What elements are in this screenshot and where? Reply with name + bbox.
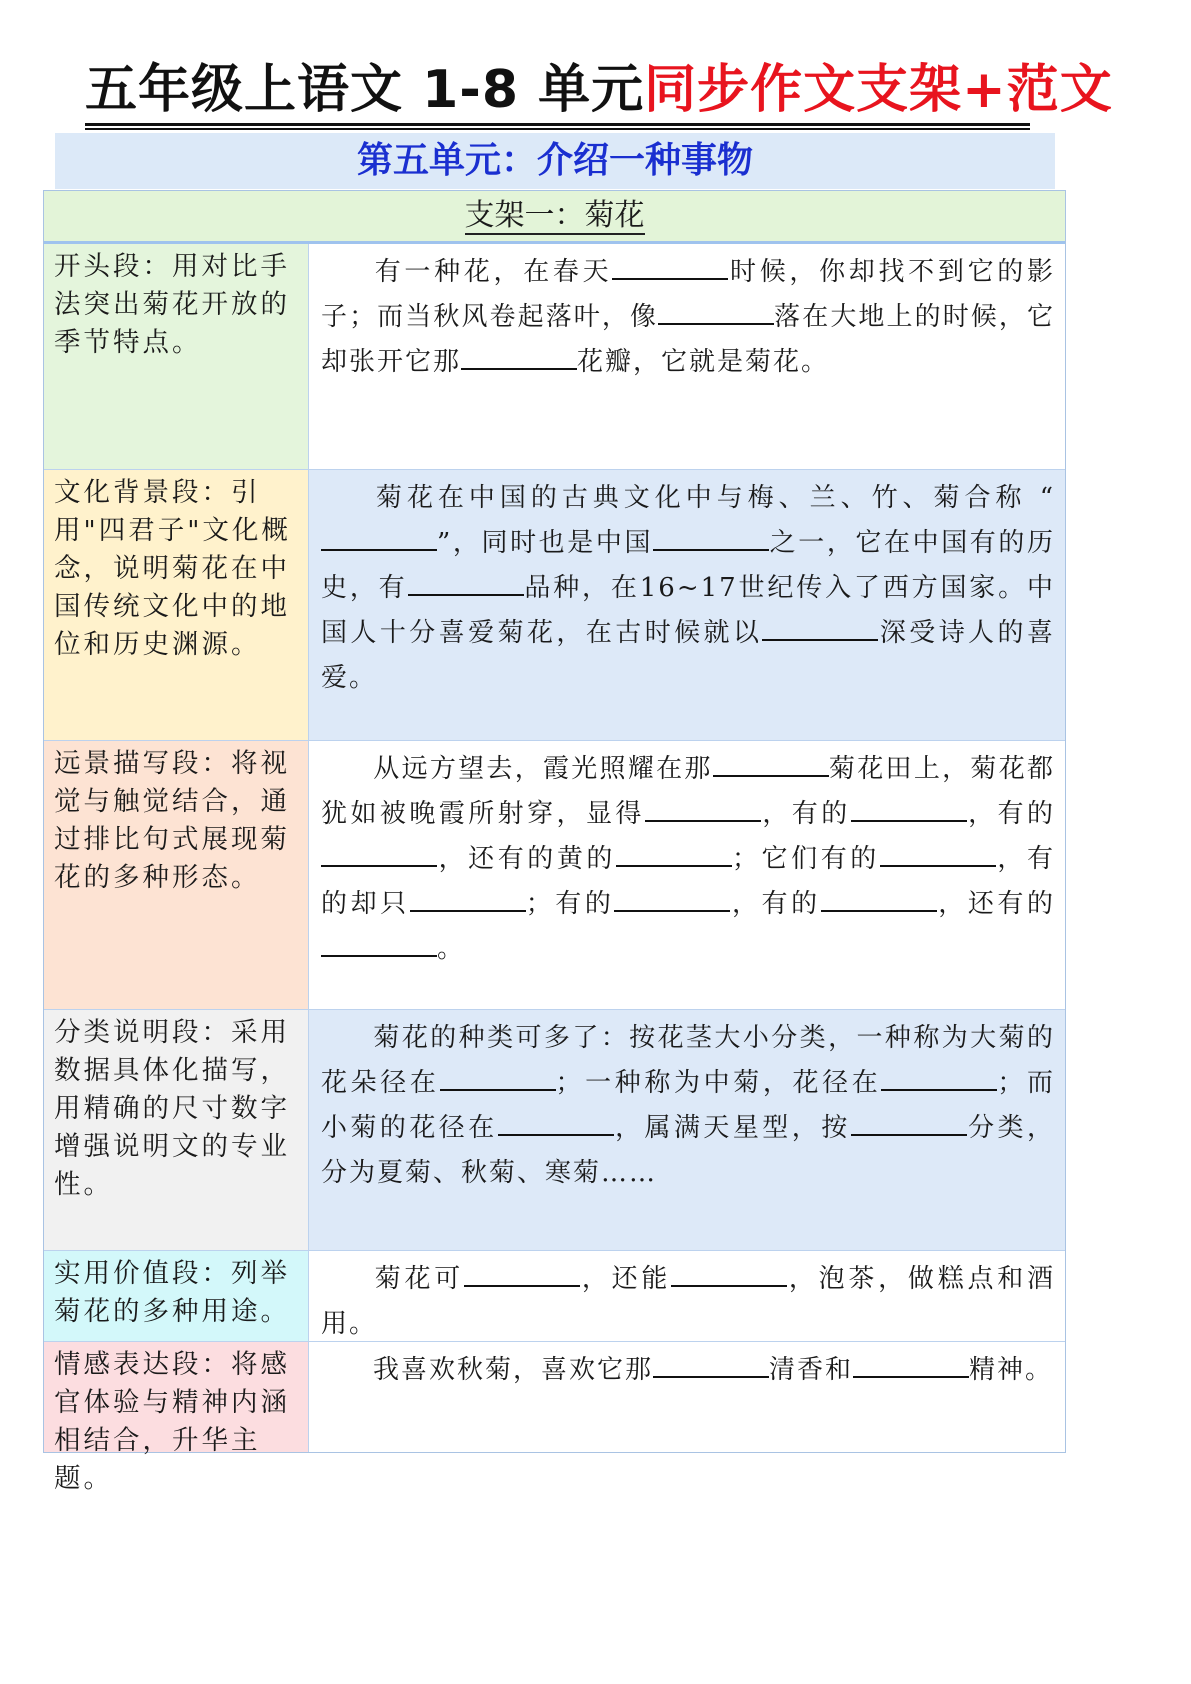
document-title <box>85 55 1113 125</box>
unit-heading: 第五单元：介绍一种事物 <box>55 133 1055 189</box>
fill-blank[interactable] <box>671 1259 787 1287</box>
fill-blank[interactable] <box>410 884 526 912</box>
table-row-practical-value <box>44 1251 1065 1342</box>
fill-blank[interactable] <box>881 1063 997 1091</box>
row-template-text: 有一种花，在春天 时候，你却找不到它的影子；而当秋风卷起落叶，像 落在大地上的时候，它却张开它那 花瓣，它就是菊花。 <box>309 244 1065 469</box>
row-label: 情感表达段：将感官体验与精神内涵相结合，升华主题。 <box>44 1342 309 1452</box>
scaffold-table <box>43 190 1066 1494</box>
fill-blank[interactable] <box>616 839 732 867</box>
fill-blank[interactable] <box>612 252 728 280</box>
row-label: 文化背景段：引用"四君子"文化概念，说明菊花在中国传统文化中的地位和历史渊源。 <box>44 470 309 740</box>
fill-blank[interactable] <box>321 523 437 551</box>
scaffold-header <box>44 191 1065 244</box>
fill-blank[interactable] <box>461 342 577 370</box>
table-row-opening <box>44 244 1065 470</box>
fill-blank[interactable] <box>408 568 524 596</box>
fill-blank[interactable] <box>645 794 761 822</box>
table-row-emotion <box>44 1342 1065 1494</box>
fill-blank[interactable] <box>321 929 437 957</box>
fill-blank[interactable] <box>821 884 937 912</box>
table-row-distant-view <box>44 741 1065 1010</box>
title-underline <box>85 123 1030 126</box>
row-template-text: 我喜欢秋菊，喜欢它那 清香和 精神。 <box>309 1342 1065 1452</box>
fill-blank[interactable] <box>851 794 967 822</box>
scaffold-title: 支架一：菊花 <box>464 198 645 233</box>
fill-blank[interactable] <box>321 839 437 867</box>
fill-blank[interactable] <box>880 839 996 867</box>
fill-blank[interactable] <box>464 1259 580 1287</box>
row-label: 远景描写段：将视觉与触觉结合，通过排比句式展现菊花的多种形态。 <box>44 741 309 1009</box>
table-row-classification <box>44 1010 1065 1251</box>
fill-blank[interactable] <box>853 1350 969 1378</box>
fill-blank[interactable] <box>762 613 878 641</box>
row-template-text: 菊花在中国的古典文化中与梅、兰、竹、菊合称 “”，同时也是中国 之一，它在中国有的历史，有 品种，在16~17世纪传入了西方国家。中国人十分喜爱菊花，在古时候就以 深受诗人的喜爱。 <box>309 470 1065 740</box>
row-label: 分类说明段：采用数据具体化描写，用精确的尺寸数字增强说明文的专业性。 <box>44 1010 309 1250</box>
title-black-part: 五年级上语文 1-8 单元 <box>85 60 645 120</box>
row-template-text: 菊花可 ，还能 ，泡茶，做糕点和酒用。 <box>309 1251 1065 1341</box>
fill-blank[interactable] <box>498 1108 614 1136</box>
fill-blank[interactable] <box>614 884 730 912</box>
fill-blank[interactable] <box>851 1108 967 1136</box>
fill-blank[interactable] <box>653 1350 769 1378</box>
fill-blank[interactable] <box>713 749 829 777</box>
title-underline-secondary <box>85 128 1030 130</box>
fill-blank[interactable] <box>653 523 769 551</box>
table-row-culture <box>44 470 1065 741</box>
row-template-text: 从远方望去，霞光照耀在那 菊花田上，菊花都犹如被晚霞所射穿，显得 ，有的 ，有的，还有的黄的 ；它们有的 ，有的却只 ；有的 ，有的 ，还有的。 <box>309 741 1065 1009</box>
title-red-part: 同步作文支架+范文 <box>644 60 1113 120</box>
fill-blank[interactable] <box>440 1063 556 1091</box>
fill-blank[interactable] <box>658 297 774 325</box>
row-label: 开头段：用对比手法突出菊花开放的季节特点。 <box>44 244 309 469</box>
row-template-text: 菊花的种类可多了：按花茎大小分类，一种称为大菊的花朵径在 ；一种称为中菊，花径在 ；而小菊的花径在 ，属满天星型，按 分类，分为夏菊、秋菊、寒菊…… <box>309 1010 1065 1250</box>
row-label: 实用价值段：列举菊花的多种用途。 <box>44 1251 309 1341</box>
